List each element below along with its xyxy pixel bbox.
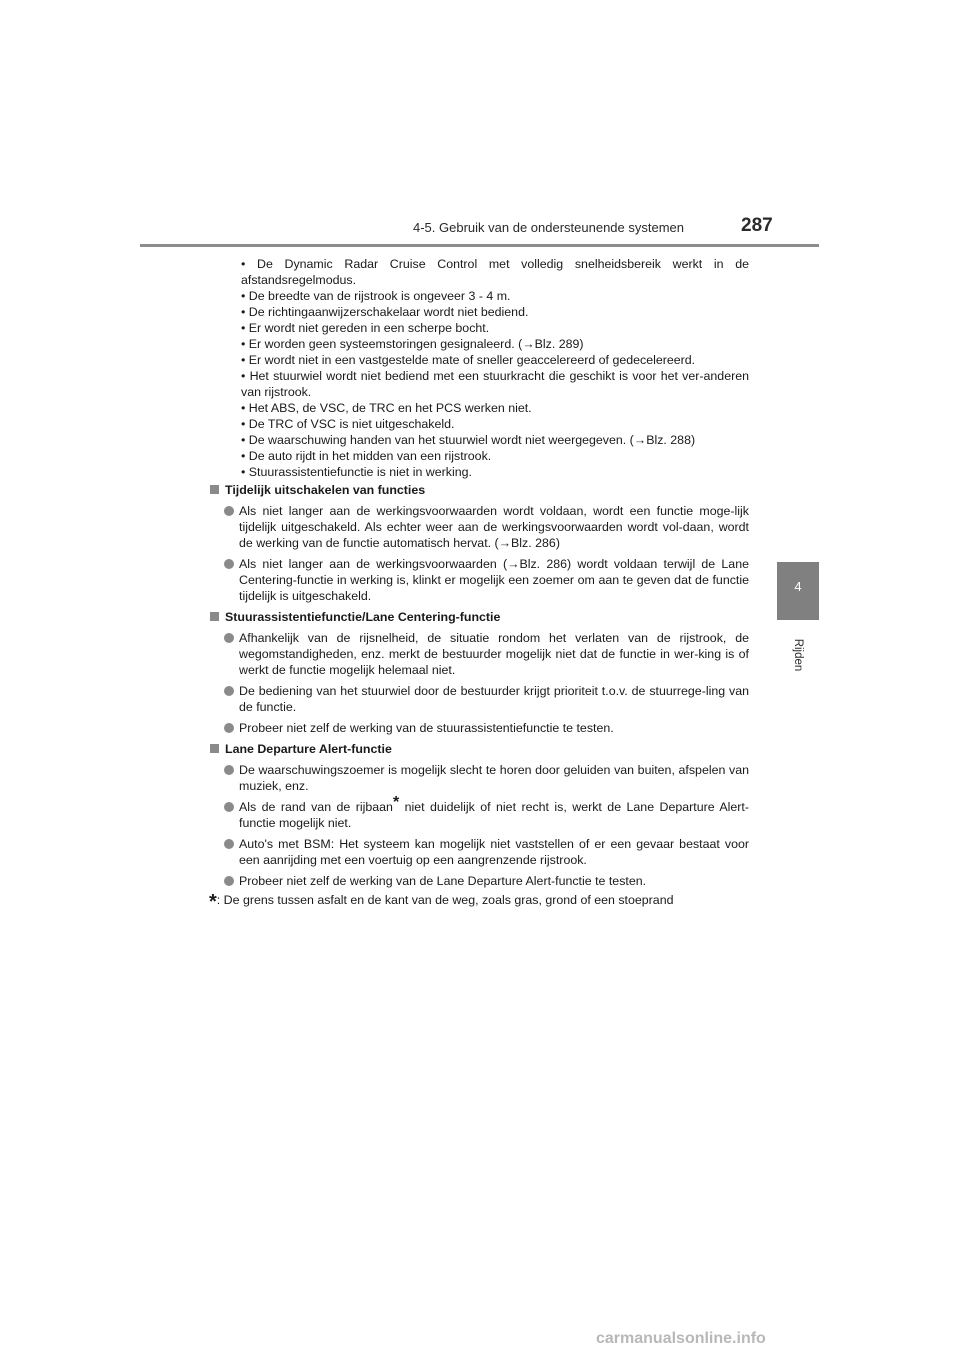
chapter-tab — [777, 562, 819, 620]
list-item: • Het stuurwiel wordt niet bediend met een stuurkracht die geschikt is voor het ver-anderen van rijstrook. — [241, 369, 749, 399]
bullet-item — [209, 836, 749, 868]
square-bullet-icon — [210, 612, 219, 621]
bullet-text: Als niet langer aan de werkingsvoorwaarden wordt voldaan, wordt een functie moge-lijk tijdelijk uitgeschakeld. Als echter weer aan de werkingsvoorwaarden wordt vol-daan, wordt de werking van de functie automatisch hervat. (→Blz. 286) — [239, 504, 749, 550]
list-item: • De Dynamic Radar Cruise Control met volledig snelheidsbereik werkt in de afstandsregelmodus. — [241, 257, 749, 287]
circle-bullet-icon — [224, 723, 234, 733]
circle-bullet-icon — [224, 802, 234, 812]
section-heading — [209, 741, 749, 757]
bullet-text-start: Als de rand van de rijbaan — [239, 800, 393, 814]
bullet-text-end: niet duidelijk of niet recht is, werkt de Lane Departure Alert-functie mogelijk niet. — [239, 800, 749, 830]
watermark: carmanualsonline.info — [596, 1330, 766, 1347]
list-item: • De breedte van de rijstrook is ongeveer 3 - 4 m. — [241, 289, 511, 303]
bullet-item — [209, 720, 749, 736]
bullet-item — [209, 503, 749, 551]
section-heading-text: Lane Departure Alert-functie — [225, 742, 392, 756]
circle-bullet-icon — [224, 839, 234, 849]
footnote-marker: * — [392, 794, 400, 811]
circle-bullet-icon — [224, 633, 234, 643]
bullet-text: Als niet langer aan de werkingsvoorwaarden (→Blz. 286) wordt voldaan terwijl de Lane Centering-functie in werking is, klinkt er mogelijk een zoemer om aan te geven dat de functie tijdelijk is uitgeschakeld. — [239, 557, 749, 603]
chapter-label: Rijden — [792, 638, 804, 672]
square-bullet-icon — [210, 744, 219, 753]
section-heading — [209, 609, 749, 625]
circle-bullet-icon — [224, 506, 234, 516]
circle-bullet-icon — [224, 876, 234, 886]
bullet-text: Probeer niet zelf de werking van de stuurassistentiefunctie te testen. — [239, 721, 614, 735]
bullet-text: Afhankelijk van de rijsnelheid, de situatie rondom het verlaten van de rijstrook, de wegomstandigheden, enz. merkt de bestuurder mogelijk niet dat de functie in wer-king is of werkt de functie mogelijk helemaal niet. — [239, 631, 749, 677]
list-item: • Het ABS, de VSC, de TRC en het PCS werken niet. — [241, 401, 532, 415]
footnote-star: * — [209, 891, 217, 913]
circle-bullet-icon — [224, 765, 234, 775]
list-item: • De richtingaanwijzerschakelaar wordt niet bediend. — [241, 305, 529, 319]
square-bullet-icon — [210, 485, 219, 494]
bullet-item — [209, 683, 749, 715]
bullet-item — [209, 873, 749, 889]
list-item: • De auto rijdt in het midden van een rijstrook. — [241, 449, 492, 463]
page-number: 287 — [741, 215, 773, 236]
bullet-item — [209, 630, 749, 678]
list-item: • Er wordt niet in een vastgestelde mate of sneller geaccelereerd of gedecelereerd. — [241, 353, 696, 367]
list-item: • Stuurassistentiefunctie is niet in werking. — [241, 465, 472, 479]
chapter-number: 4 — [794, 579, 802, 594]
footnote-text: : De grens tussen asfalt en de kant van de weg, zoals gras, grond of een stoeprand — [216, 893, 674, 907]
footnote — [209, 891, 749, 913]
list-item: • De TRC of VSC is niet uitgeschakeld. — [241, 417, 455, 431]
list-item: • De waarschuwing handen van het stuurwiel wordt niet weergegeven. (→Blz. 288) — [241, 433, 696, 447]
conditions-list — [209, 256, 749, 480]
bullet-item — [209, 556, 749, 604]
list-item: • Er worden geen systeemstoringen gesignaleerd. (→Blz. 289) — [241, 337, 584, 351]
bullet-text: De bediening van het stuurwiel door de bestuurder krijgt prioriteit t.o.v. de stuurrege-ling van de functie. — [239, 684, 749, 714]
section-heading-text: Tijdelijk uitschakelen van functies — [225, 483, 426, 497]
circle-bullet-icon — [224, 686, 234, 696]
bullet-item — [209, 794, 749, 831]
section-title: 4-5. Gebruik van de ondersteunende systemen — [413, 220, 685, 235]
circle-bullet-icon — [224, 559, 234, 569]
header-divider — [140, 244, 819, 247]
section-heading — [209, 482, 749, 498]
page-content — [209, 256, 749, 913]
bullet-text: Auto's met BSM: Het systeem kan mogelijk niet vaststellen of er een gevaar bestaat voor een aanrijding met een voertuig op een aangrenzende rijstrook. — [239, 837, 749, 867]
list-item: • Er wordt niet gereden in een scherpe bocht. — [241, 321, 490, 335]
bullet-text: Probeer niet zelf de werking van de Lane Departure Alert-functie te testen. — [239, 874, 647, 888]
section-heading-text: Stuurassistentiefunctie/Lane Centering-functie — [225, 610, 501, 624]
bullet-item — [209, 762, 749, 794]
bullet-text: De waarschuwingszoemer is mogelijk slecht te horen door geluiden van buiten, afspelen van muziek, enz. — [239, 763, 749, 793]
